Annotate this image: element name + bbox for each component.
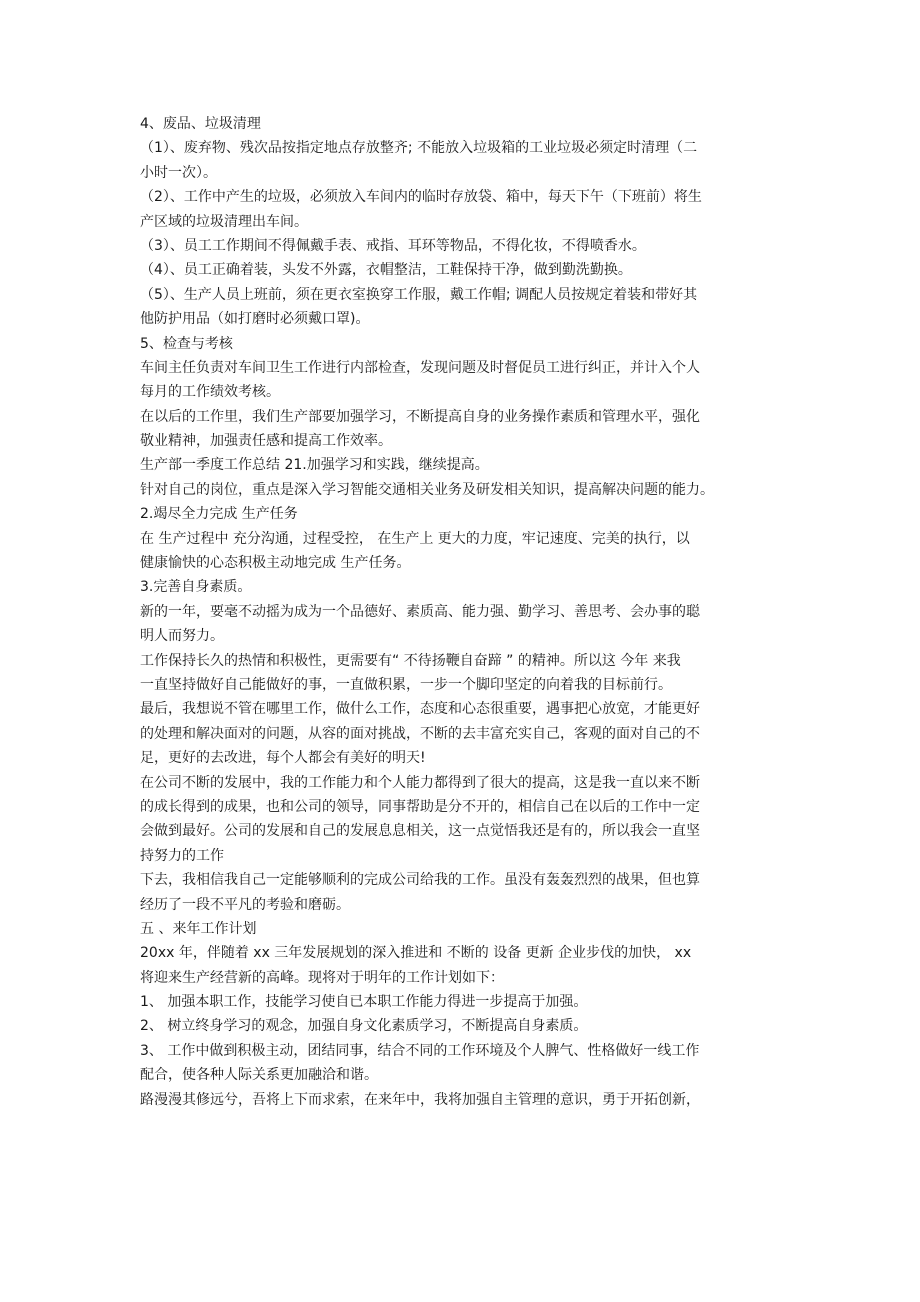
text-line: 每月的工作绩效考核。 [140,384,280,401]
text-line: 1、 加强本职工作，技能学习使自已本职工作能力得进一步提高于加强。 [140,994,588,1011]
text-line: （4）、员工正确着装，头发不外露，衣帽整洁，工鞋保持干净，做到勤洗勤换。 [140,262,632,279]
text-line: 最后，我想说不管在哪里工作，做什么工作，态度和心态很重要，遇事把心放宽，才能更好 [140,701,700,718]
text-line: 3.完善自身素质。 [140,579,252,596]
text-line: 4、废品、垃圾清理 [140,116,261,132]
text-line: 将迎来生产经营新的高峰。现将对于明年的工作计划如下： [140,969,504,986]
text-line: 生产部一季度工作总结 21.加强学习和实践，继续提高。 [140,457,489,474]
text-line: （5）、生产人员上班前，须在更衣室换穿工作服，戴工作帽; 调配人员按规定着装和带好其 [140,286,698,303]
text-line: 新的一年，要毫不动摇为成为一个品德好、素质高、能力强、勤学习、善思考、会办事的聪 [140,603,700,620]
text-line: 产区域的垃圾清理出车间。 [140,213,308,230]
text-line: 持努力的工作 [140,847,224,864]
text-line: 配合，使各种人际关系更加融洽和谐。 [140,1067,378,1084]
text-line: 在公司不断的发展中，我的工作能力和个人能力都得到了很大的提高，这是我一直以来不断 [140,774,700,791]
text-line: 小时一次）。 [140,164,217,181]
text-line: 2、 树立终身学习的观念，加强自身文化素质学习，不断提高自身素质。 [140,1018,588,1035]
text-line: 会做到最好。公司的发展和自己的发展息息相关，这一点觉悟我还是有的，所以我会一直坚 [140,823,700,840]
text-line: 针对自己的岗位，重点是深入学习智能交通相关业务及研发相关知识，提高解决问题的能力。 [140,481,714,498]
text-line: 下去，我相信我自己一定能够顺利的完成公司给我的工作。虽没有轰轰烈烈的战果，但也算 [140,872,700,889]
text-line: 五 、来年工作计划 [140,920,257,937]
text-line: 明人而努力。 [140,628,224,645]
text-line: 2.竭尽全力完成 生产任务 [140,506,298,523]
text-line: 一直坚持做好自己能做好的事，一直做积累，一步一个脚印坚定的向着我的目标前行。 [140,676,672,693]
text-line: 5、检查与考核 [140,335,233,352]
text-line: 他防护用品（如打磨时必须戴口罩)。 [140,311,370,328]
text-line: 车间主任负责对车间卫生工作进行内部检查，发现问题及时督促员工进行纠正，并计入个人 [140,359,700,376]
text-line: （2）、工作中产生的垃圾，必须放入车间内的临时存放袋、箱中，每天下午（下班前）将生 [140,189,702,206]
text-line: 足，更好的去改进，每个人都会有美好的明天! [140,750,426,767]
text-line: 的成长得到的成果，也和公司的领导，同事帮助是分不开的，相信自己在以后的工作中一定 [140,798,700,815]
text-line: 在 生产过程中 充分沟通，过程受控， 在生产上 更大的力度，牢记速度、完美的执行，以 [140,530,690,547]
text-line: （1）、废弃物、残次品按指定地点存放整齐; 不能放入垃圾箱的工业垃圾必须定时清理（二 [140,140,698,157]
text-line: 工作保持长久的热情和积极性，更需要有“ 不待扬鞭自奋蹄 ” 的精神。所以这 今年 来我 [140,652,681,669]
text-line: 3、 工作中做到积极主动，团结同事，结合不同的工作环境及个人脾气、性格做好一线工作 [140,1042,700,1059]
text-line: 路漫漫其修远兮，吾将上下而求索，在来年中，我将加强自主管理的意识，勇于开拓创新， [140,1091,700,1108]
text-line: 健康愉快的心态积极主动地完成 生产任务。 [140,555,411,572]
text-line: 在以后的工作里，我们生产部要加强学习，不断提高自身的业务操作素质和管理水平，强化 [140,408,700,425]
text-line: 敬业精神，加强责任感和提高工作效率。 [140,433,392,450]
text-line: 经历了一段不平凡的考验和磨砺。 [140,896,350,913]
text-line: 20xx 年，伴随着 xx 三年发展规划的深入推进和 不断的 设备 更新 企业步伐的加快， xx [140,945,692,962]
text-line: 的处理和解决面对的问题，从容的面对挑战，不断的去丰富充实自己，客观的面对自己的不 [140,725,700,742]
document-body [140,112,786,1112]
text-line: （3）、员工工作期间不得佩戴手表、戒指、耳环等物品，不得化妆，不得喷香水。 [140,237,646,254]
